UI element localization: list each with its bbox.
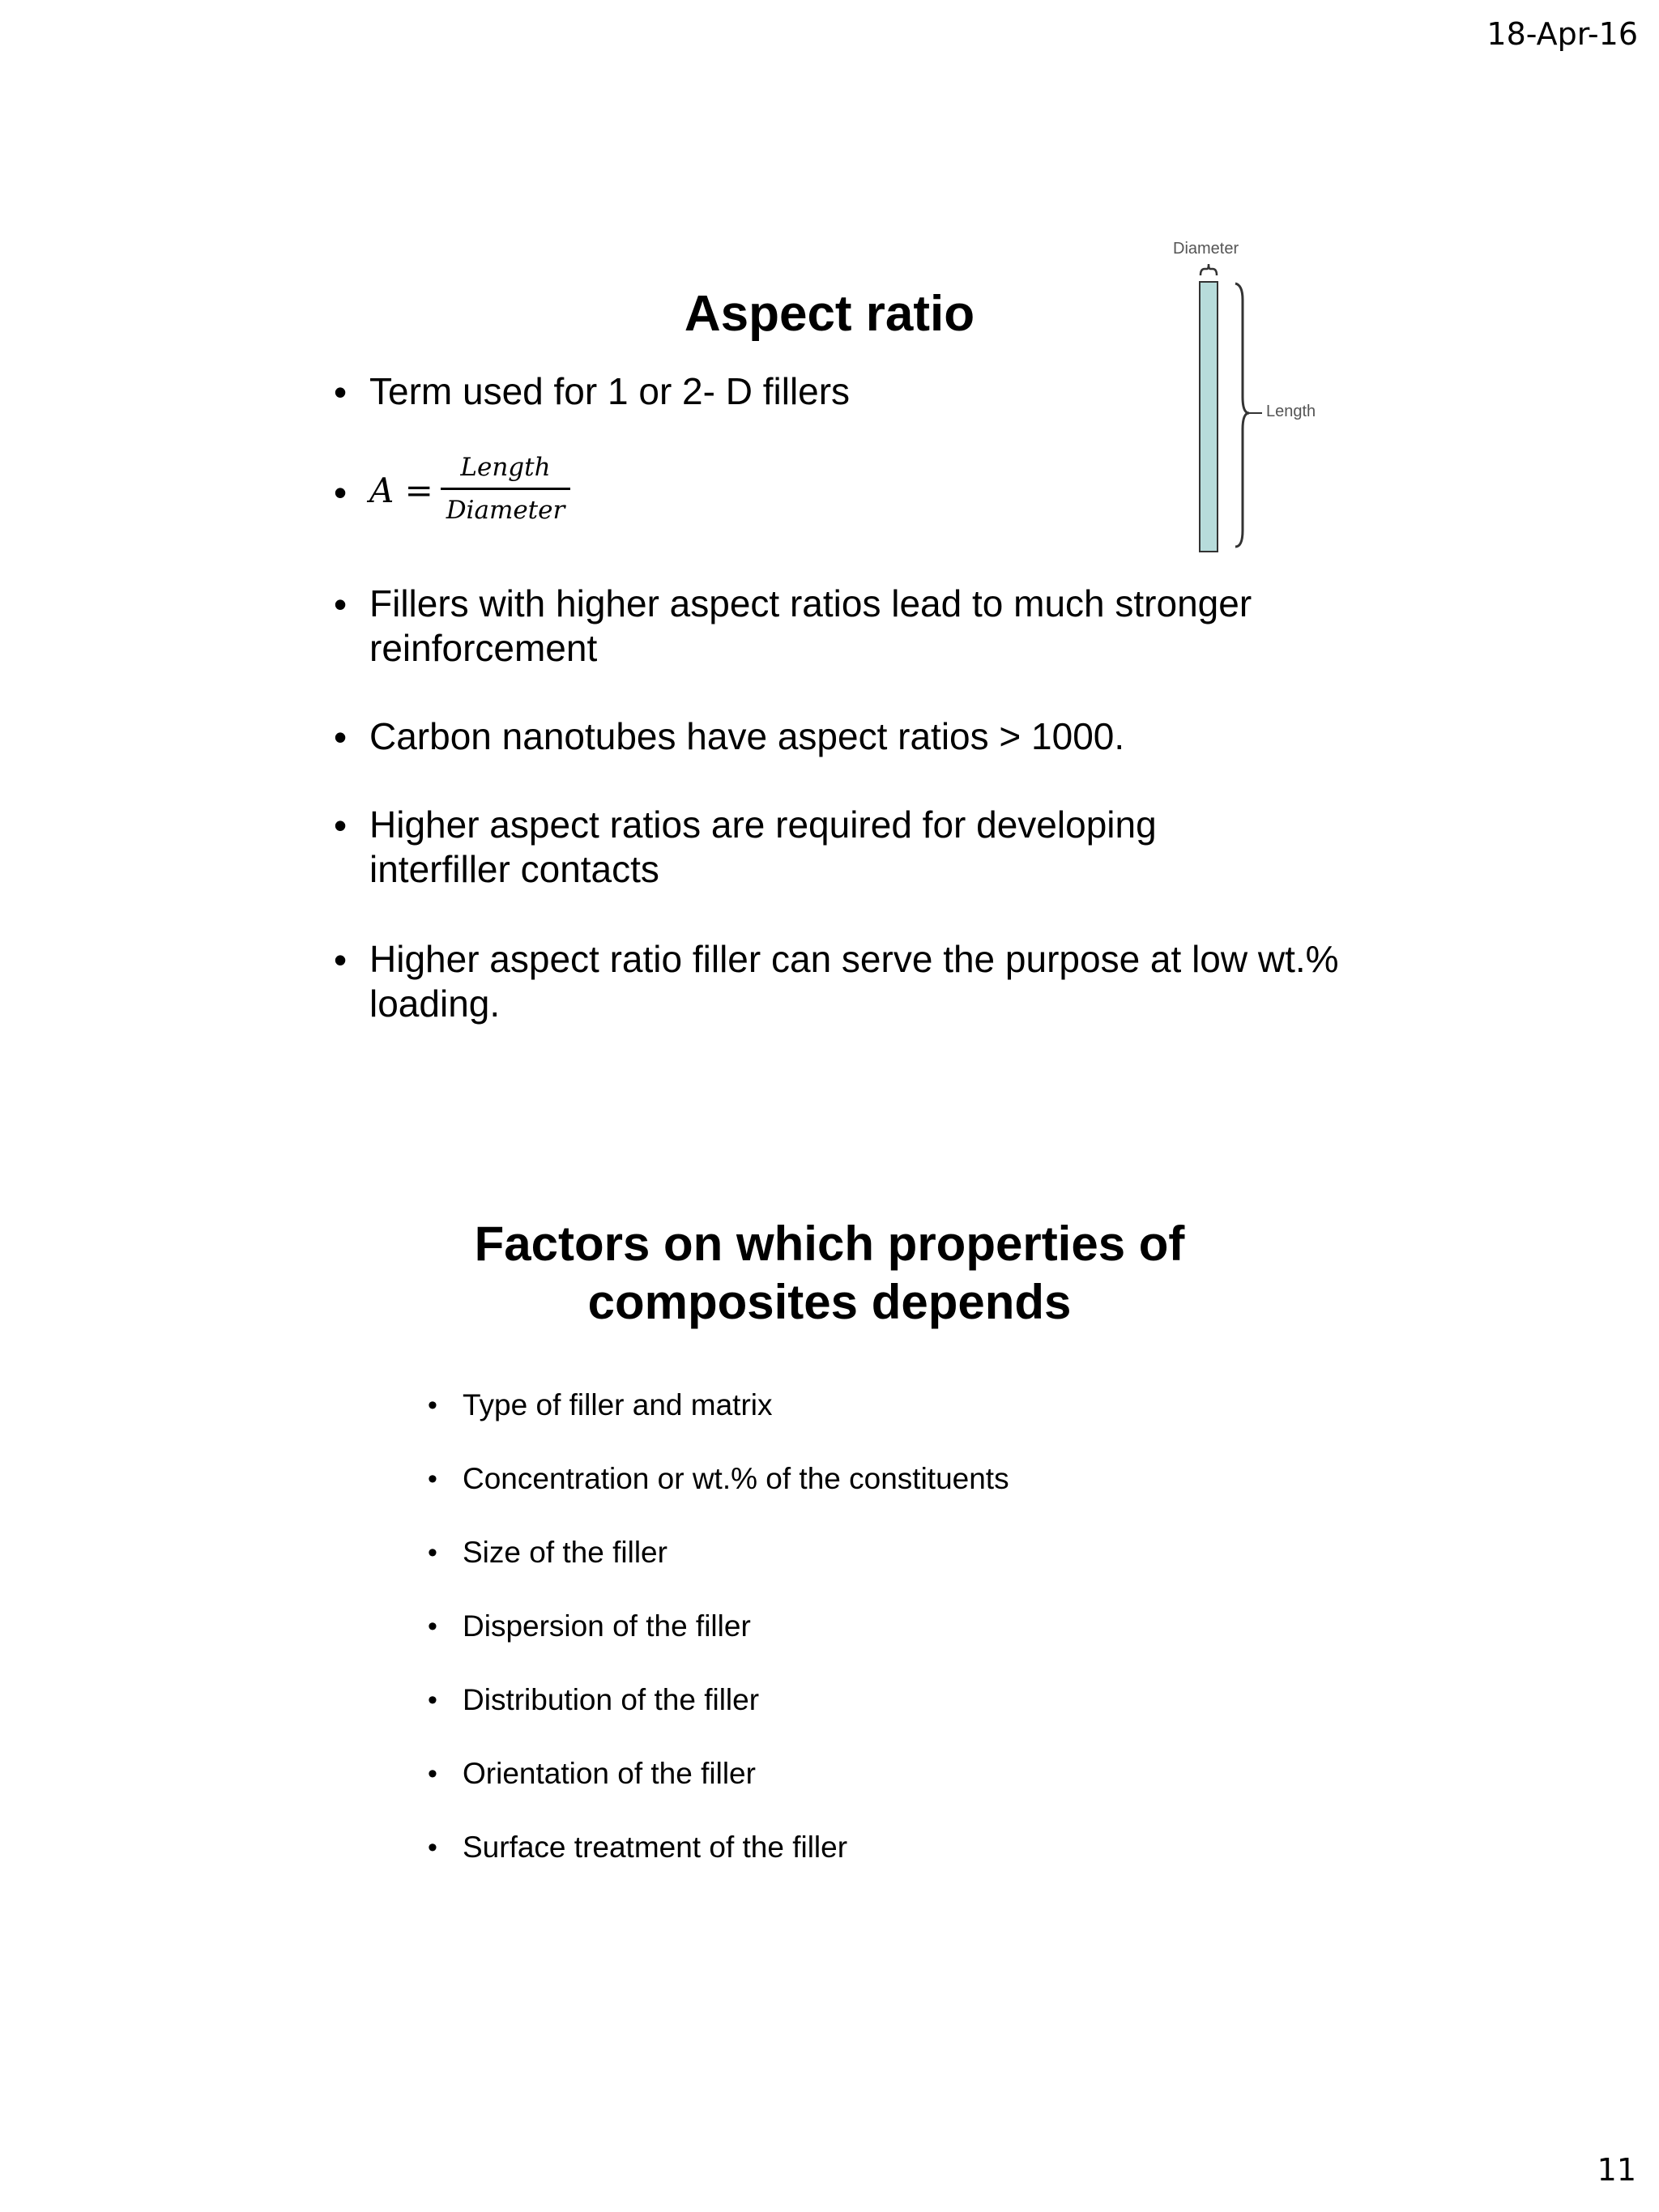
bullet-marker: • — [334, 804, 348, 846]
aspect-ratio-diagram — [1158, 235, 1345, 559]
bullet-marker: • — [428, 1390, 437, 1421]
bullet-marker: • — [334, 939, 348, 981]
bullet-stronger-reinforcement: Fillers with higher aspect ratios lead to much stronger reinforcement — [369, 582, 1252, 669]
title-line-2: composites depends — [587, 1275, 1072, 1329]
bullet-marker: • — [428, 1611, 437, 1642]
fiber-rod — [1200, 282, 1218, 552]
factor-item: Distribution of the filler — [463, 1683, 760, 1716]
factor-item: Type of filler and matrix — [463, 1388, 773, 1421]
bullet-marker: • — [428, 1832, 437, 1863]
bullet-low-loading: Higher aspect ratio filler can serve the purpose at low wt.% loading. — [369, 938, 1339, 1025]
bullet-marker: • — [334, 371, 348, 413]
bullet-marker: • — [428, 1758, 437, 1789]
fiber-diagram-graphic — [1158, 235, 1345, 559]
bullet-interfiller-contacts: Higher aspect ratios are required for developing interfiller contacts — [369, 803, 1157, 890]
formula-denominator: Diameter — [446, 496, 565, 525]
bullet-carbon-nanotubes: Carbon nanotubes have aspect ratios > 1000. — [369, 715, 1125, 757]
diameter-label: Diameter — [1173, 240, 1239, 258]
bullet-marker: • — [428, 1464, 437, 1494]
formula-numerator: Length — [460, 453, 551, 482]
slide-title: Aspect ratio — [684, 286, 975, 342]
factor-item: Orientation of the filler — [463, 1757, 756, 1790]
diameter-brace — [1201, 264, 1217, 275]
bullet-marker: • — [428, 1537, 437, 1568]
page-number: 11 — [1597, 2152, 1636, 2188]
page-date: 18-Apr-16 — [1486, 16, 1638, 52]
factor-item: Size of the filler — [463, 1536, 667, 1569]
bullet-marker: • — [428, 1685, 437, 1715]
length-label: Length — [1266, 403, 1316, 420]
bullet-marker: • — [334, 471, 348, 514]
bullet-marker: • — [334, 716, 348, 758]
title-line-1: Factors on which properties of — [474, 1217, 1185, 1271]
slide-title — [0, 1215, 1659, 1332]
fraction-bar — [441, 488, 570, 490]
formula-fraction — [441, 450, 570, 527]
formula-lhs: A = — [369, 471, 433, 510]
factor-item: Surface treatment of the filler — [463, 1831, 848, 1864]
length-brace — [1235, 283, 1249, 547]
bullet-marker: • — [334, 583, 348, 625]
factor-item: Dispersion of the filler — [463, 1609, 751, 1643]
factor-item: Concentration or wt.% of the constituents — [463, 1462, 1009, 1495]
bullet-term-usage: Term used for 1 or 2- D fillers — [369, 370, 851, 412]
